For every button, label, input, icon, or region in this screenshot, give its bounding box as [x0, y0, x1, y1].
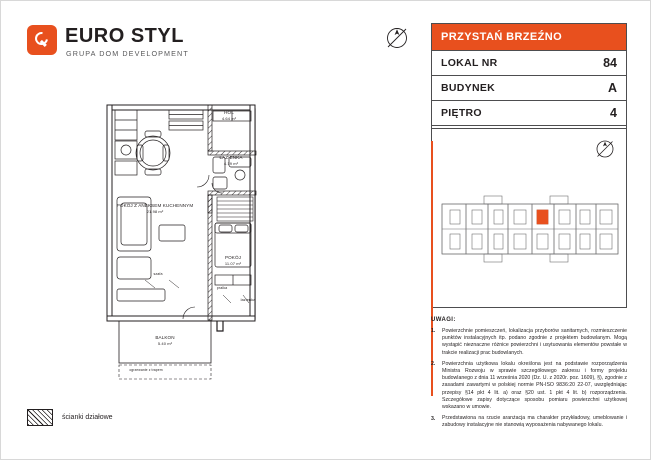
project-title: PRZYSTAŃ BRZEŹNO — [432, 24, 626, 50]
euro-styl-logo-icon — [27, 25, 57, 55]
room-area: 4.64 m² — [221, 116, 237, 121]
note-number: 2. — [431, 361, 436, 368]
annotation-szafa-1: szafa — [153, 272, 163, 276]
room-name: BALKON — [155, 335, 175, 340]
room-label-pokoj-z-aneksem — [107, 203, 203, 215]
note-text: Przedstawiona na rzucie aranżacja ma charakter przykładowy, umeblowanie i zabudowy instalacyjne nie stanowią wyposażenia nabywanego lokalu. — [442, 415, 627, 429]
note-text: Powierzchnia użytkowa lokalu określona jest na podstawie rozporządzenia Ministra Rozwoju w sprawie szczegółowego zakresu i formy projektu budowlanego z dnia 11 września 2020 (Dz. U. z 2020r. poz. 1609), §), zgodnie z zasadami zawartymi w polskiej normie PN-ISO 9836:20 22-07, uwzględniając przepisy §14 pkt 4 lit. a) oraz §20 ust. 1 pkt 4 lit. b) rozporządzenia. Szczegółowe zapisy dotyczące sposobu pomiaru powierzchni użytkowej wskazano w umowie. — [442, 360, 627, 411]
key-plan-box — [431, 128, 627, 308]
room-label-lazienka — [207, 155, 255, 167]
note-item — [431, 361, 627, 411]
room-name: HOL — [224, 110, 234, 115]
info-value: 4 — [610, 106, 617, 120]
room-name: ŁAZIENKA — [219, 155, 243, 160]
room-name: POKÓJ — [224, 255, 242, 260]
annotation-pralka: pralka — [216, 286, 228, 290]
annotation-ogrzewanie: ogrzewanie z trapem — [129, 368, 163, 372]
brand-name: EURO STYL — [65, 25, 184, 47]
annotation-lazienka-small: łazienka — [240, 298, 256, 302]
legend — [27, 409, 113, 426]
room-area: 11.07 m² — [224, 261, 242, 266]
hatched-wall-swatch — [27, 409, 53, 426]
room-area: 4.19 m² — [223, 161, 239, 166]
info-row-pietro — [432, 100, 626, 125]
notes-heading: UWAGI: — [431, 317, 456, 323]
room-label-pokoj — [209, 255, 257, 267]
legend-label: ścianki działowe — [62, 414, 113, 421]
note-item — [431, 415, 627, 429]
info-label: PIĘTRO — [441, 107, 482, 119]
brand-logo — [27, 23, 237, 65]
building-key-plan — [440, 184, 620, 276]
north-arrow-icon — [384, 25, 410, 51]
info-label: LOKAL NR — [441, 57, 498, 69]
note-number: 1. — [431, 328, 436, 335]
info-label: BUDYNEK — [441, 82, 496, 94]
room-label-balkon — [131, 335, 199, 347]
brand-tagline: GRUPA DOM DEVELOPMENT — [66, 49, 189, 58]
room-area: 5.40 m² — [157, 341, 173, 346]
note-number: 3. — [431, 415, 436, 422]
info-row-budynek — [432, 75, 626, 100]
notes-section — [431, 317, 627, 434]
room-name: POKÓJ Z ANEKSEM KUCHENNYM — [116, 203, 194, 208]
info-value: 84 — [603, 56, 617, 70]
floor-plan-drawing — [97, 75, 337, 395]
note-item — [431, 328, 627, 357]
info-value: A — [607, 81, 617, 95]
room-label-hol — [205, 110, 253, 122]
north-arrow-icon — [594, 138, 616, 160]
note-text: Powierzchnie pomieszczeń, lokalizacja przyborów sanitarnych, rozmieszczenie punktów instalacyjnych itp. podano zgodnie z projektem budowlanym. Mogą wystąpić nieznaczne różnice powierzchni i usytuowania elementów powstałe w trakcie realizacji prac budowlanych. — [442, 328, 627, 356]
room-area: 21.98 m² — [146, 209, 164, 214]
info-row-lokal — [432, 50, 626, 75]
